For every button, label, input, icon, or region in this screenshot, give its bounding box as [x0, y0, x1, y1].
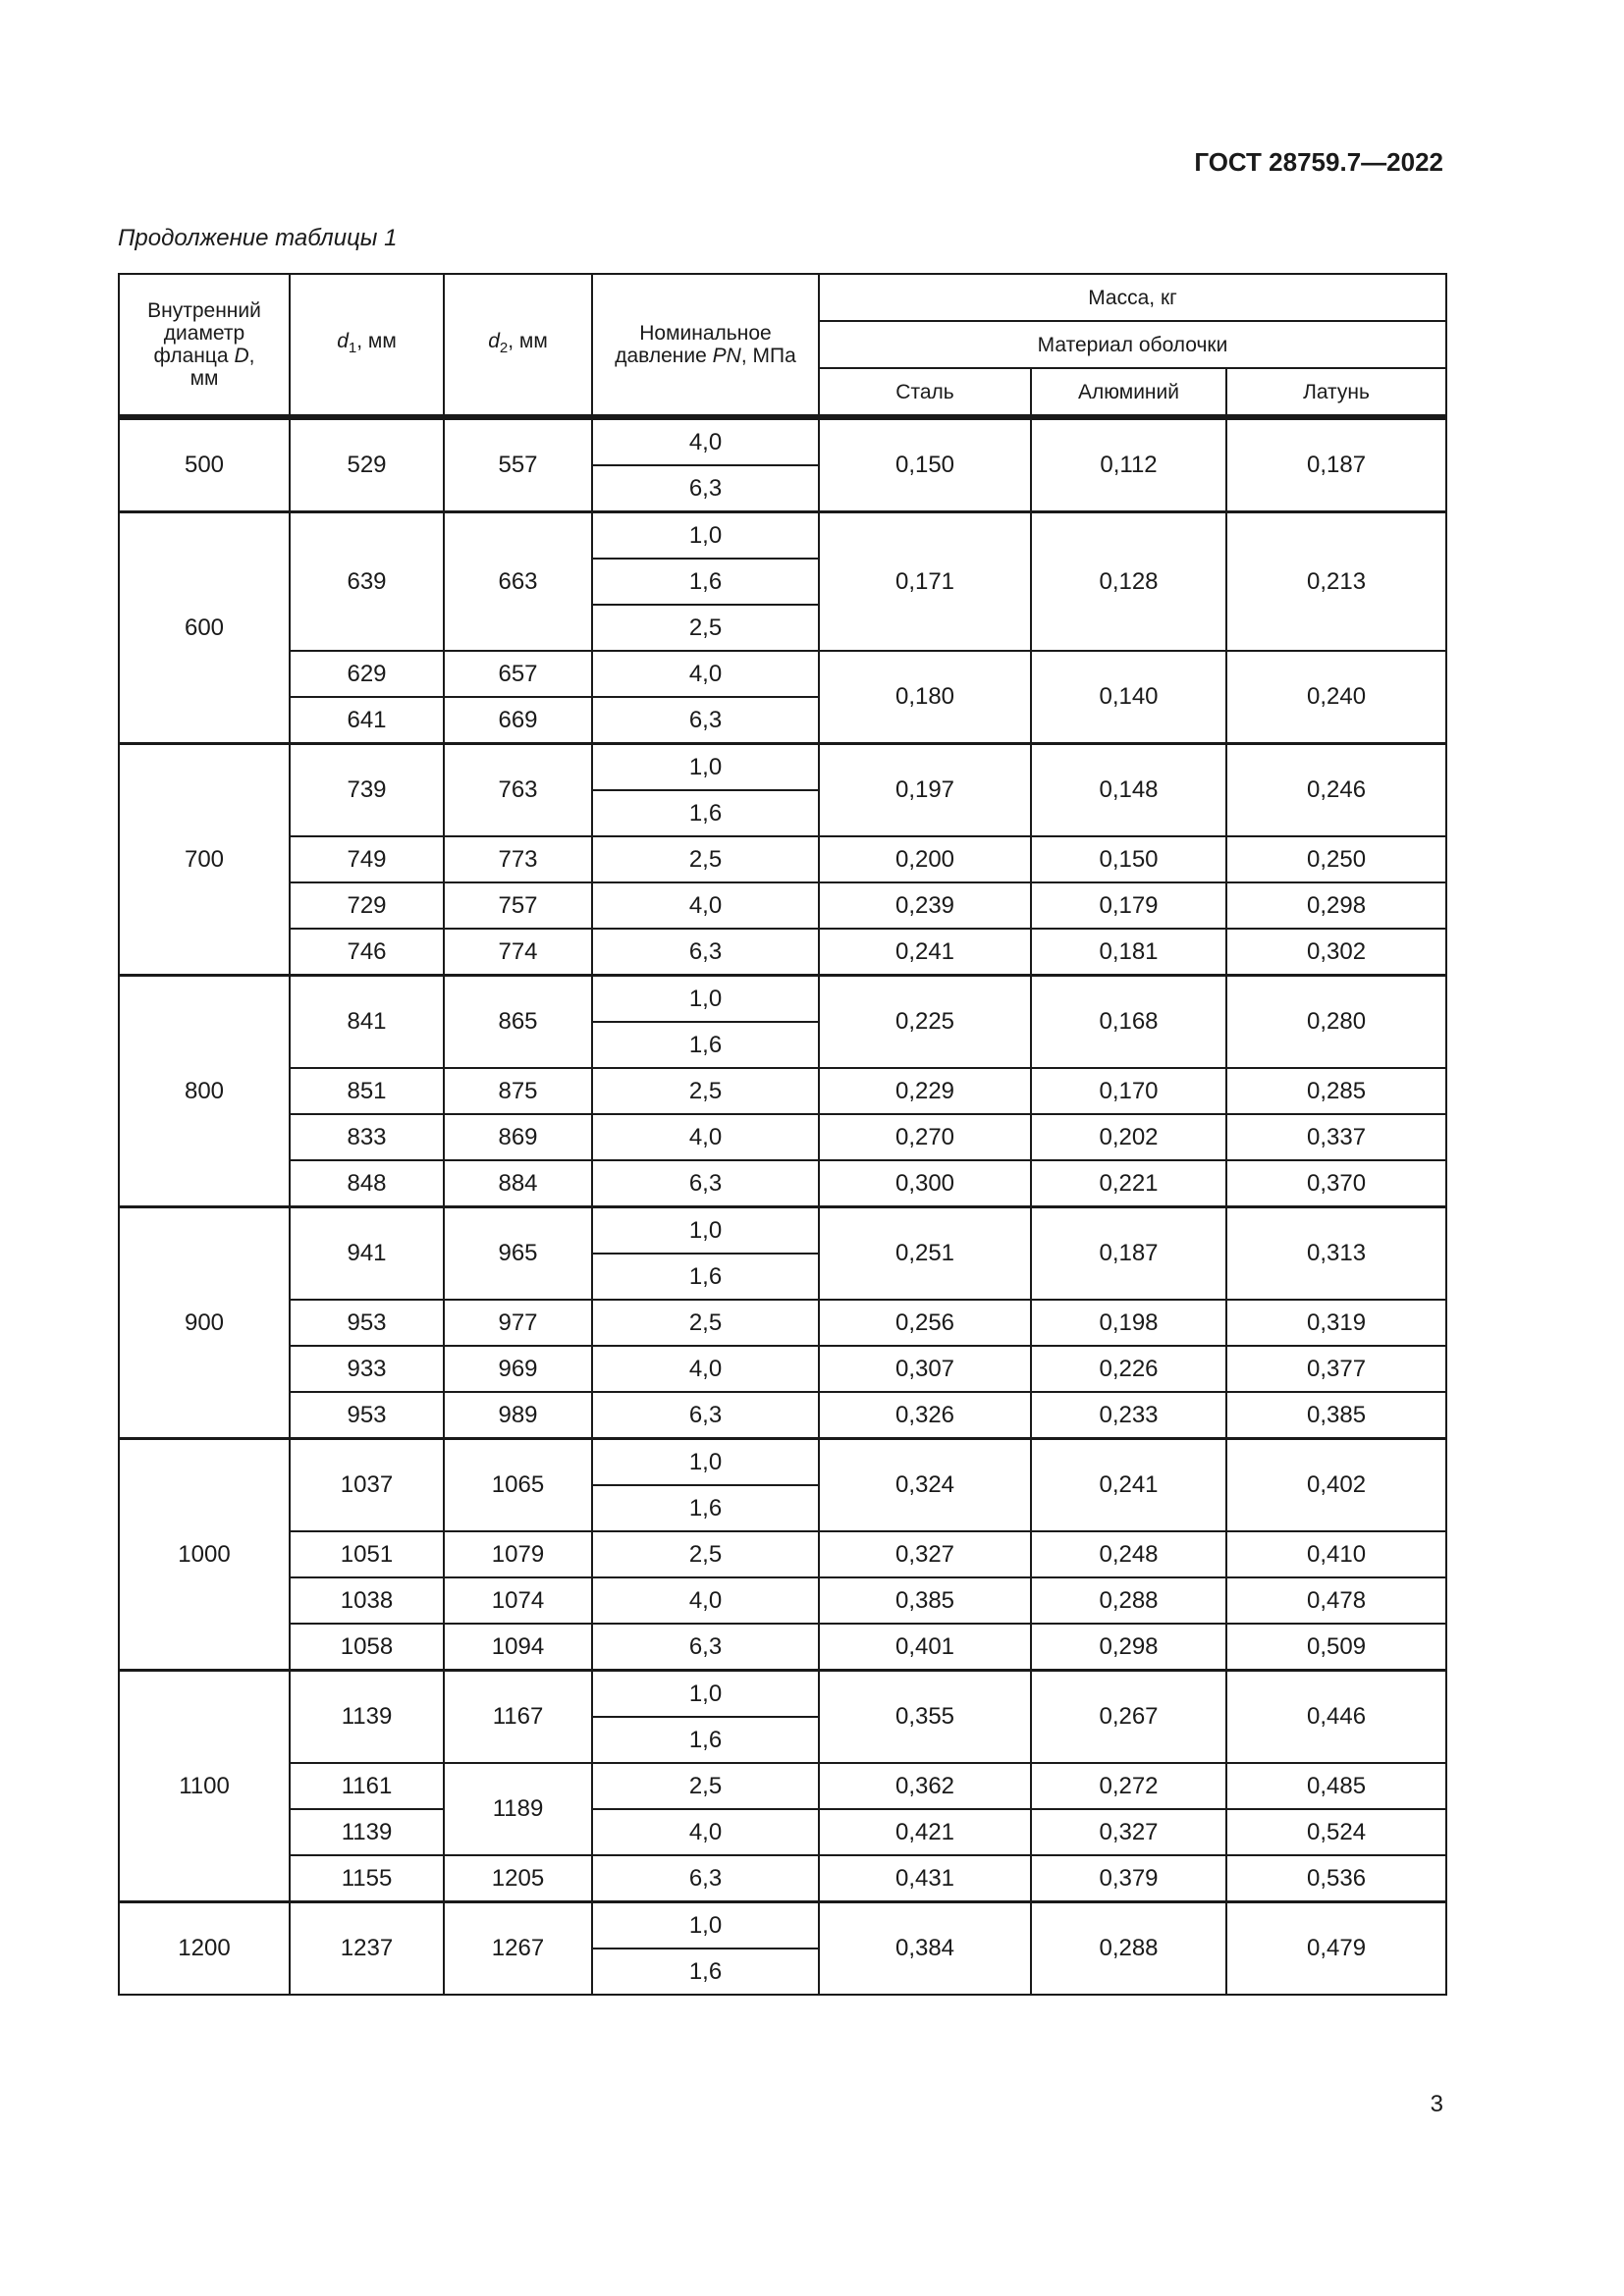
cell-d2: 869 [444, 1114, 592, 1160]
cell-inner-diameter: 1200 [119, 1902, 290, 1996]
cell-d1: 1139 [290, 1671, 444, 1764]
cell-brass: 0,478 [1226, 1577, 1446, 1624]
table-row [119, 1068, 1446, 1114]
cell-steel: 0,307 [819, 1346, 1031, 1392]
cell-steel: 0,421 [819, 1809, 1031, 1855]
cell-brass: 0,370 [1226, 1160, 1446, 1207]
cell-brass: 0,509 [1226, 1624, 1446, 1671]
cell-aluminum: 0,112 [1031, 417, 1226, 512]
cell-aluminum: 0,226 [1031, 1346, 1226, 1392]
cell-pressure: 1,0 [592, 1902, 819, 1949]
table-row [119, 1624, 1446, 1671]
table-row [119, 1855, 1446, 1902]
cell-d1: 1161 [290, 1763, 444, 1809]
table-row [119, 836, 1446, 882]
cell-steel: 0,197 [819, 744, 1031, 837]
cell-pressure: 2,5 [592, 836, 819, 882]
cell-steel: 0,256 [819, 1300, 1031, 1346]
cell-brass: 0,187 [1226, 417, 1446, 512]
cell-d1: 833 [290, 1114, 444, 1160]
cell-pressure: 4,0 [592, 417, 819, 465]
cell-pressure: 1,6 [592, 1717, 819, 1763]
cell-pressure: 1,6 [592, 1254, 819, 1300]
cell-d1: 641 [290, 697, 444, 744]
cell-d2: 1205 [444, 1855, 592, 1902]
cell-d1: 729 [290, 882, 444, 929]
cell-d2: 965 [444, 1207, 592, 1301]
cell-aluminum: 0,272 [1031, 1763, 1226, 1809]
header-material: Материал оболочки [819, 321, 1446, 368]
cell-pressure: 1,0 [592, 1207, 819, 1255]
cell-d1: 1139 [290, 1809, 444, 1855]
cell-d2: 977 [444, 1300, 592, 1346]
cell-steel: 0,355 [819, 1671, 1031, 1764]
cell-brass: 0,246 [1226, 744, 1446, 837]
cell-aluminum: 0,202 [1031, 1114, 1226, 1160]
cell-brass: 0,402 [1226, 1439, 1446, 1532]
header-aluminum: Алюминий [1031, 368, 1226, 417]
cell-brass: 0,213 [1226, 512, 1446, 652]
document-code: ГОСТ 28759.7—2022 [1194, 147, 1443, 177]
cell-brass: 0,285 [1226, 1068, 1446, 1114]
cell-brass: 0,250 [1226, 836, 1446, 882]
cell-aluminum: 0,241 [1031, 1439, 1226, 1532]
cell-aluminum: 0,168 [1031, 976, 1226, 1069]
cell-aluminum: 0,140 [1031, 651, 1226, 744]
cell-brass: 0,410 [1226, 1531, 1446, 1577]
cell-steel: 0,171 [819, 512, 1031, 652]
table-row [119, 929, 1446, 976]
page-number: 3 [1430, 2091, 1443, 2117]
cell-pressure: 1,0 [592, 1671, 819, 1718]
cell-pressure: 4,0 [592, 651, 819, 697]
cell-steel: 0,384 [819, 1902, 1031, 1996]
cell-inner-diameter: 600 [119, 512, 290, 744]
cell-pressure: 6,3 [592, 697, 819, 744]
table-row [119, 744, 1446, 791]
cell-pressure: 6,3 [592, 1160, 819, 1207]
cell-inner-diameter: 700 [119, 744, 290, 976]
cell-d2: 1267 [444, 1902, 592, 1996]
table-row [119, 417, 1446, 465]
cell-d1: 841 [290, 976, 444, 1069]
cell-pressure: 1,0 [592, 1439, 819, 1486]
cell-d2: 884 [444, 1160, 592, 1207]
cell-pressure: 1,6 [592, 559, 819, 605]
cell-d1: 529 [290, 417, 444, 512]
cell-aluminum: 0,379 [1031, 1855, 1226, 1902]
cell-pressure: 6,3 [592, 465, 819, 512]
cell-brass: 0,385 [1226, 1392, 1446, 1439]
cell-d2: 669 [444, 697, 592, 744]
cell-aluminum: 0,198 [1031, 1300, 1226, 1346]
cell-steel: 0,326 [819, 1392, 1031, 1439]
cell-aluminum: 0,150 [1031, 836, 1226, 882]
cell-pressure: 1,6 [592, 1485, 819, 1531]
cell-aluminum: 0,288 [1031, 1902, 1226, 1996]
cell-brass: 0,377 [1226, 1346, 1446, 1392]
cell-d1: 953 [290, 1300, 444, 1346]
cell-d1: 749 [290, 836, 444, 882]
cell-pressure: 1,0 [592, 512, 819, 560]
cell-d1: 629 [290, 651, 444, 697]
table-row [119, 1160, 1446, 1207]
cell-pressure: 6,3 [592, 929, 819, 976]
header-steel: Сталь [819, 368, 1031, 417]
cell-brass: 0,319 [1226, 1300, 1446, 1346]
cell-inner-diameter: 900 [119, 1207, 290, 1439]
cell-steel: 0,229 [819, 1068, 1031, 1114]
cell-steel: 0,241 [819, 929, 1031, 976]
cell-aluminum: 0,327 [1031, 1809, 1226, 1855]
cell-steel: 0,401 [819, 1624, 1031, 1671]
table-row [119, 1809, 1446, 1855]
cell-d2: 1189 [444, 1763, 592, 1855]
cell-steel: 0,300 [819, 1160, 1031, 1207]
header-mass: Масса, кг [819, 274, 1446, 321]
cell-pressure: 6,3 [592, 1624, 819, 1671]
header-nominal-pressure: Номинальное давление PN, МПа [592, 274, 819, 417]
cell-aluminum: 0,298 [1031, 1624, 1226, 1671]
cell-d2: 875 [444, 1068, 592, 1114]
table-row [119, 512, 1446, 560]
cell-d2: 773 [444, 836, 592, 882]
cell-d1: 1237 [290, 1902, 444, 1996]
cell-pressure: 4,0 [592, 1346, 819, 1392]
cell-pressure: 2,5 [592, 1531, 819, 1577]
cell-steel: 0,385 [819, 1577, 1031, 1624]
cell-d2: 989 [444, 1392, 592, 1439]
table-row [119, 1114, 1446, 1160]
cell-pressure: 1,0 [592, 976, 819, 1023]
cell-aluminum: 0,170 [1031, 1068, 1226, 1114]
cell-steel: 0,431 [819, 1855, 1031, 1902]
cell-aluminum: 0,179 [1031, 882, 1226, 929]
cell-pressure: 2,5 [592, 1763, 819, 1809]
cell-d1: 941 [290, 1207, 444, 1301]
cell-aluminum: 0,128 [1031, 512, 1226, 652]
cell-pressure: 2,5 [592, 1068, 819, 1114]
cell-d1: 851 [290, 1068, 444, 1114]
cell-d1: 1155 [290, 1855, 444, 1902]
cell-brass: 0,524 [1226, 1809, 1446, 1855]
cell-inner-diameter: 1100 [119, 1671, 290, 1902]
table-row [119, 1346, 1446, 1392]
cell-aluminum: 0,181 [1031, 929, 1226, 976]
cell-brass: 0,313 [1226, 1207, 1446, 1301]
cell-brass: 0,337 [1226, 1114, 1446, 1160]
cell-brass: 0,298 [1226, 882, 1446, 929]
table-row [119, 1300, 1446, 1346]
cell-d2: 763 [444, 744, 592, 837]
cell-d2: 1094 [444, 1624, 592, 1671]
cell-aluminum: 0,221 [1031, 1160, 1226, 1207]
cell-aluminum: 0,187 [1031, 1207, 1226, 1301]
cell-d2: 969 [444, 1346, 592, 1392]
cell-pressure: 4,0 [592, 1577, 819, 1624]
table-caption: Продолжение таблицы 1 [118, 225, 398, 251]
cell-d2: 757 [444, 882, 592, 929]
table-row [119, 1902, 1446, 1949]
cell-pressure: 4,0 [592, 1809, 819, 1855]
table-row [119, 882, 1446, 929]
cell-inner-diameter: 500 [119, 417, 290, 512]
cell-d2: 1074 [444, 1577, 592, 1624]
cell-brass: 0,485 [1226, 1763, 1446, 1809]
cell-steel: 0,270 [819, 1114, 1031, 1160]
cell-d1: 1051 [290, 1531, 444, 1577]
cell-d1: 1038 [290, 1577, 444, 1624]
cell-brass: 0,302 [1226, 929, 1446, 976]
cell-aluminum: 0,233 [1031, 1392, 1226, 1439]
cell-aluminum: 0,288 [1031, 1577, 1226, 1624]
cell-d2: 774 [444, 929, 592, 976]
cell-pressure: 2,5 [592, 605, 819, 651]
cell-steel: 0,225 [819, 976, 1031, 1069]
table-row [119, 1531, 1446, 1577]
cell-pressure: 1,6 [592, 1949, 819, 1995]
table-row [119, 1577, 1446, 1624]
cell-steel: 0,150 [819, 417, 1031, 512]
cell-d1: 933 [290, 1346, 444, 1392]
table-row [119, 976, 1446, 1023]
cell-steel: 0,200 [819, 836, 1031, 882]
cell-d2: 865 [444, 976, 592, 1069]
cell-steel: 0,327 [819, 1531, 1031, 1577]
cell-pressure: 4,0 [592, 882, 819, 929]
header-inner-diameter: Внутренний диаметр фланца D, мм [119, 274, 290, 417]
cell-inner-diameter: 800 [119, 976, 290, 1207]
table-row [119, 651, 1446, 697]
cell-steel: 0,180 [819, 651, 1031, 744]
cell-pressure: 6,3 [592, 1392, 819, 1439]
cell-steel: 0,362 [819, 1763, 1031, 1809]
cell-d2: 557 [444, 417, 592, 512]
cell-d2: 663 [444, 512, 592, 652]
cell-d1: 739 [290, 744, 444, 837]
cell-steel: 0,251 [819, 1207, 1031, 1301]
cell-d2: 657 [444, 651, 592, 697]
table-row [119, 1207, 1446, 1255]
cell-d1: 848 [290, 1160, 444, 1207]
cell-brass: 0,240 [1226, 651, 1446, 744]
cell-d1: 1058 [290, 1624, 444, 1671]
cell-d2: 1079 [444, 1531, 592, 1577]
header-brass: Латунь [1226, 368, 1446, 417]
table-row [119, 1671, 1446, 1718]
cell-pressure: 2,5 [592, 1300, 819, 1346]
cell-brass: 0,280 [1226, 976, 1446, 1069]
cell-steel: 0,324 [819, 1439, 1031, 1532]
cell-pressure: 1,0 [592, 744, 819, 791]
table-row [119, 1439, 1446, 1486]
cell-brass: 0,446 [1226, 1671, 1446, 1764]
cell-aluminum: 0,267 [1031, 1671, 1226, 1764]
cell-pressure: 1,6 [592, 790, 819, 836]
cell-d1: 639 [290, 512, 444, 652]
cell-brass: 0,536 [1226, 1855, 1446, 1902]
cell-inner-diameter: 1000 [119, 1439, 290, 1671]
cell-pressure: 4,0 [592, 1114, 819, 1160]
cell-aluminum: 0,248 [1031, 1531, 1226, 1577]
cell-d2: 1167 [444, 1671, 592, 1764]
cell-d2: 1065 [444, 1439, 592, 1532]
cell-d1: 953 [290, 1392, 444, 1439]
header-d1: $d_1$, мм [290, 274, 444, 417]
data-table [118, 273, 1447, 1996]
cell-d1: 1037 [290, 1439, 444, 1532]
cell-aluminum: 0,148 [1031, 744, 1226, 837]
table-row [119, 1763, 1446, 1809]
cell-steel: 0,239 [819, 882, 1031, 929]
cell-brass: 0,479 [1226, 1902, 1446, 1996]
table-row [119, 1392, 1446, 1439]
header-d2: $d_2$, мм [444, 274, 592, 417]
cell-pressure: 1,6 [592, 1022, 819, 1068]
cell-pressure: 6,3 [592, 1855, 819, 1902]
cell-d1: 746 [290, 929, 444, 976]
